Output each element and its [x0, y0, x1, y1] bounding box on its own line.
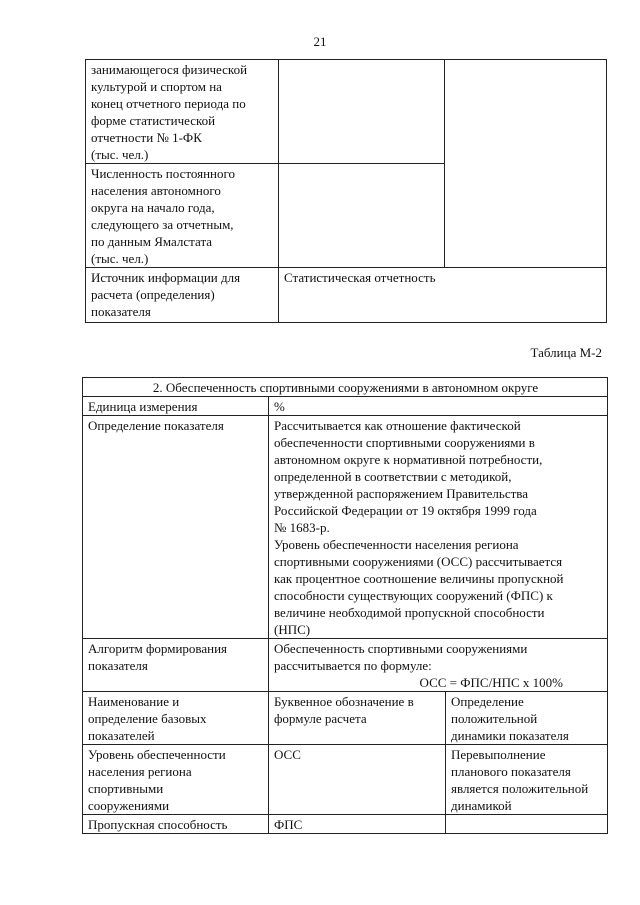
- definition-text: Рассчитывается как отношение фактической обеспеченности спортивными сооружениями в автономном округе к нормативной потребности, определенной в соответствии с методикой, утвержденной распоряжением Правительства Российской Федерации от 19 октября 1999 года № 1683-р. Уровень обеспеченности населения региона спортивными сооружениями (ОСС) рассчитывается как процентное соотношение величины пропускной способности существующих сооружений (ФПС) к величине необходимой пропускной способности (НПС): [269, 416, 608, 639]
- table-m2: [82, 377, 608, 834]
- table-caption: Таблица М-2: [530, 345, 602, 360]
- unit-value: %: [269, 397, 608, 416]
- formula: ОСС = ФПС/НПС х 100%: [419, 675, 563, 690]
- unit-label: Единица измерения: [83, 397, 269, 416]
- empty-cell: [279, 60, 445, 164]
- header-dynamics: Определение положительной динамики показателя: [446, 692, 608, 745]
- row-value-source: Статистическая отчетность: [279, 268, 607, 323]
- table-row: [83, 745, 608, 815]
- header-symbol: Буквенное обозначение в формуле расчета: [269, 692, 446, 745]
- table-row: [83, 639, 608, 692]
- algorithm-text: Обеспеченность спортивными сооружениями рассчитывается по формуле:: [274, 641, 528, 673]
- row-label-physical-culture: занимающегося физической культурой и спортом на конец отчетного периода по форме статистической отчетности № 1-ФК (тыс. чел.): [86, 60, 279, 164]
- empty-cell: [445, 60, 607, 268]
- table-row: [83, 815, 608, 834]
- algorithm-cell: [269, 639, 608, 692]
- fps-name: Пропускная способность: [83, 815, 269, 834]
- page-number: 21: [313, 34, 327, 49]
- empty-cell: [446, 815, 608, 834]
- table-row: [83, 397, 608, 416]
- oss-symbol: ОСС: [269, 745, 446, 815]
- table-row: [86, 268, 607, 323]
- row-label-population: Численность постоянного населения автономного округа на начало года, следующего за отчетным, по данным Ямалстата (тыс. чел.): [86, 164, 279, 268]
- table-header-row: [83, 692, 608, 745]
- oss-name: Уровень обеспеченности населения региона спортивными сооружениями: [83, 745, 269, 815]
- fps-symbol: ФПС: [269, 815, 446, 834]
- header-base-indicators: Наименование и определение базовых показателей: [83, 692, 269, 745]
- table-1-continued: [85, 59, 607, 323]
- row-label-source: Источник информации для расчета (определения) показателя: [86, 268, 279, 323]
- oss-dynamics: Перевыполнение планового показателя является положительной динамикой: [446, 745, 608, 815]
- table-title-row: [83, 378, 608, 397]
- algorithm-label: Алгоритм формирования показателя: [83, 639, 269, 692]
- table-row: [86, 60, 607, 164]
- definition-label: Определение показателя: [83, 416, 269, 639]
- table-row: [83, 416, 608, 639]
- empty-cell: [279, 164, 445, 268]
- table-title: 2. Обеспеченность спортивными сооружениями в автономном округе: [83, 378, 608, 397]
